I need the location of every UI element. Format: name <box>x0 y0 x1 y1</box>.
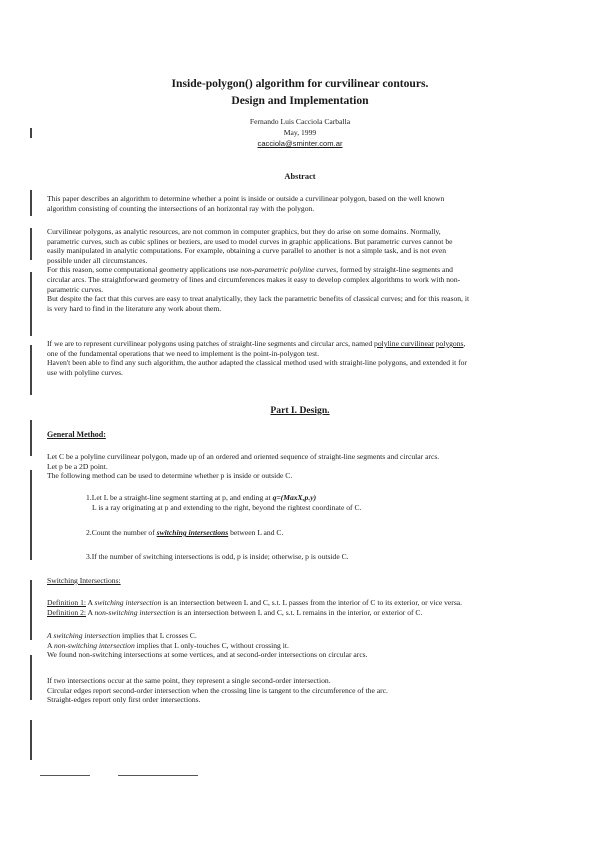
abstract-paragraph-4 <box>47 339 575 377</box>
text-line <box>47 641 575 651</box>
part1-heading: Part I. Design. <box>270 405 330 416</box>
text-line: one of the fundamental operations that we need to implement is the point-in-polygon test. <box>47 348 320 358</box>
text-run: A <box>86 598 95 607</box>
footer-rule <box>40 775 90 776</box>
general-method-heading: General Method: <box>47 430 106 439</box>
text-run: 1.Let L be a straight-line segment starting at p, and ending at <box>86 493 273 502</box>
emphasis-text: switching intersection <box>94 598 162 607</box>
text-line: easily manipulated in analytic computations. For example, obtaining a curve parallel to another is not a simple task, and is not even <box>47 246 446 256</box>
text-line: Let C be a polyline curvilinear polygon, made up of an ordered and oriented sequence of straight-line segments and circular arcs. <box>47 452 440 461</box>
text-line: use with polyline curves. <box>47 367 123 377</box>
emphasis-text: non-switching intersection <box>53 640 135 650</box>
definition-label: Definition 2: <box>47 607 87 617</box>
text-run: implies that L only-touches C, without crossing it. <box>134 640 289 650</box>
text-line: circular arcs. The straightforward geometry of lines and circumferences makes it easy to develop complex algorithms to work with non- <box>47 274 461 284</box>
scan-margin-mark <box>30 345 32 395</box>
text-line <box>86 493 576 503</box>
text-run: , formed by straight-line segments and <box>336 265 453 275</box>
abstract-paragraph-1 <box>47 194 575 213</box>
definition-label: Definition 1: <box>47 598 87 607</box>
text-run: A <box>86 607 95 617</box>
emphasis-text: q=(MaxX,p.y) <box>272 493 317 502</box>
text-line: Straight-edges report only first order intersections. <box>47 695 201 705</box>
text-line: Haven't been able to find any such algorithm, the author adapted the classical method used with straight-line polygons, and extended it for <box>47 358 467 368</box>
polyline-polygons-term: polyline curvilinear polygons <box>374 339 464 348</box>
paper-title-line1: Inside-polygon() algorithm for curvilinear contours. <box>171 77 429 90</box>
text-line <box>47 339 575 349</box>
emphasis-text: non-parametric polyline curves <box>240 265 337 275</box>
abstract-heading: Abstract <box>284 172 316 181</box>
emphasis-text: A switching intersection <box>47 631 121 640</box>
scan-margin-mark <box>30 470 32 560</box>
text-run: 2.Count the number of <box>86 528 157 537</box>
text-line: 3.If the number of switching intersections is odd, p is inside; otherwise, p is outside C. <box>86 552 349 561</box>
scan-margin-mark <box>30 580 32 640</box>
text-line <box>47 608 575 618</box>
text-line: But despite the fact that this curves are easy to treat analytically, they lack the parametric benefits of classical curves; and for this reason, it <box>47 294 470 304</box>
text-line: possible under all circumstances. <box>47 255 148 265</box>
text-line: We found non-switching intersections at some vertices, and at second-order intersections on circular arcs. <box>47 650 368 660</box>
text-run: For this reason, some computational geometry applications use <box>47 265 241 275</box>
emphasis-text: non-switching intersection <box>94 607 176 617</box>
paper-title-line2: Design and Implementation <box>231 94 369 107</box>
text-line: Let p be a 2D point. <box>47 461 108 471</box>
method-step-3 <box>86 552 576 562</box>
scan-margin-mark <box>30 272 32 336</box>
text-run: is an intersection between L and C, s.t. L remains in the interior, or exterior of C. <box>175 607 423 617</box>
text-run: is an intersection between L and C, s.t. L passes from the interior of C to its exterior, or vice versa. <box>161 598 463 607</box>
text-line: Circular edges report second-order intersection when the crossing line is tangent to the circumference of the arc. <box>47 685 388 695</box>
scan-margin-mark <box>30 420 32 456</box>
text-line: Curvilinear polygons, as analytic resources, are not common in computer graphics, but they do arise on some domains. Normally, <box>47 227 441 236</box>
text-run: , <box>463 339 466 348</box>
text-run: implies that L crosses C. <box>120 631 197 640</box>
author-email-link[interactable]: cacciola@sminter.com.ar <box>257 139 343 148</box>
abstract-paragraph-2 <box>47 227 575 313</box>
scan-margin-mark <box>30 190 32 216</box>
scan-margin-mark <box>30 720 32 760</box>
text-line: parametric curves. <box>47 284 104 294</box>
general-method-intro <box>47 452 575 481</box>
text-line <box>47 598 575 608</box>
implications-block <box>47 631 575 660</box>
method-step-1 <box>86 493 576 512</box>
footer-rule <box>118 775 198 776</box>
text-run: If we are to represent curvilinear polygons using patches of straight-line segments and circular arcs, named <box>47 339 375 348</box>
text-line <box>86 528 576 538</box>
scan-margin-mark <box>30 655 32 700</box>
emphasis-text: switching intersections <box>156 528 229 537</box>
text-line: L is a ray originating at p and extending to the right, beyond the rightest coordinate of C. <box>92 502 362 512</box>
definitions-block <box>47 598 575 617</box>
text-run: between L and C. <box>228 528 284 537</box>
text-run: A <box>47 640 54 650</box>
method-step-2 <box>86 528 576 538</box>
switching-intersections-heading: Switching Intersections: <box>47 576 121 585</box>
author-date: May, 1999 <box>283 128 317 137</box>
second-order-block <box>47 676 575 705</box>
author-name: Fernando Luis Cacciola Carballa <box>249 117 351 126</box>
text-line: algorithm consisting of counting the intersections of an horizontal ray with the polygon. <box>47 203 315 213</box>
text-line: parametric curves, such as cubic splines or beziers, are used to model curves in graphic applications. But parametric curves cannot be <box>47 236 453 246</box>
text-line <box>47 631 575 641</box>
text-line: is very hard to find in the literature any work about them. <box>47 303 222 313</box>
text-line: The following method can be used to determine whether p is inside or outside C. <box>47 471 293 481</box>
text-line <box>47 265 575 275</box>
text-line: If two intersections occur at the same point, they represent a single second-order intersection. <box>47 676 331 685</box>
scan-margin-mark <box>30 228 32 260</box>
text-line: This paper describes an algorithm to determine whether a point is inside or outside a curvilinear polygon, based on the well known <box>47 194 445 203</box>
